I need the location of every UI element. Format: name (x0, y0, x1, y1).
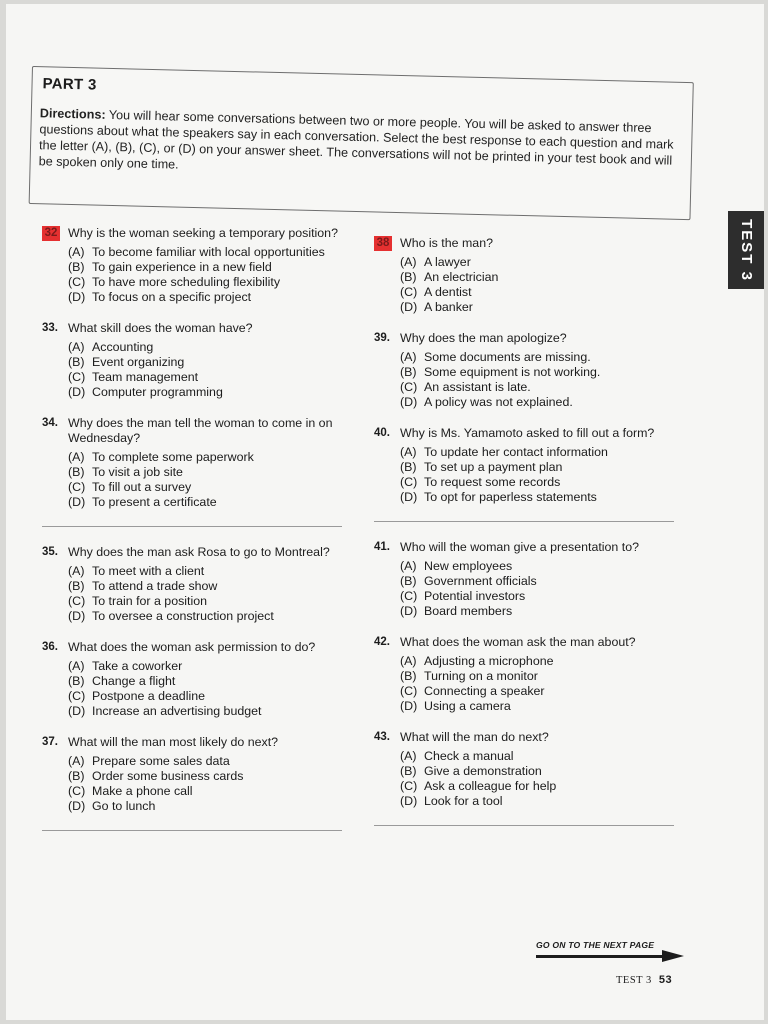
answer-option (68, 495, 342, 510)
question-stem (374, 426, 674, 441)
option-text: Potential investors (424, 589, 526, 603)
option-letter: (D) (400, 699, 418, 713)
option-letter: (B) (68, 674, 85, 688)
answer-option (68, 609, 342, 624)
answer-option (400, 669, 674, 684)
answer-option (400, 270, 674, 285)
answer-option (68, 784, 342, 799)
question-text: Who is the man? (400, 236, 493, 250)
option-text: Board members (424, 604, 513, 618)
answer-option (68, 769, 342, 784)
question-text: What will the man most likely do next? (68, 735, 279, 749)
option-letter: (B) (400, 764, 417, 778)
answer-option (68, 480, 342, 495)
answer-option (400, 779, 674, 794)
answer-option (400, 445, 674, 460)
question-stem (42, 321, 342, 336)
next-page-arrow (536, 955, 666, 958)
option-text: To train for a position (92, 594, 208, 608)
option-letter: (B) (400, 365, 417, 379)
option-text: Some equipment is not working. (424, 365, 601, 379)
answer-option (400, 255, 674, 270)
option-letter: (B) (400, 270, 417, 284)
left-question-column (42, 226, 342, 849)
option-text: To become familiar with local opportunities (92, 245, 325, 259)
answer-option (400, 589, 674, 604)
option-letter: (B) (68, 465, 85, 479)
answer-option (68, 290, 342, 305)
answer-options (400, 255, 674, 315)
option-letter: (D) (68, 495, 86, 509)
option-letter: (C) (68, 275, 86, 289)
question-text: Why does the man apologize? (400, 331, 567, 345)
option-letter: (C) (68, 784, 86, 798)
answer-option (400, 699, 674, 714)
question-number: 41. (374, 541, 390, 553)
option-text: Go to lunch (92, 799, 156, 813)
answer-option (68, 659, 342, 674)
option-text: Accounting (92, 340, 154, 354)
question-item (42, 545, 342, 624)
option-letter: (A) (68, 450, 85, 464)
option-letter: (A) (400, 559, 417, 573)
option-text: Ask a colleague for help (424, 779, 557, 793)
option-letter: (B) (68, 579, 85, 593)
option-text: Make a phone call (92, 784, 193, 798)
question-number: 34. (42, 417, 58, 429)
question-item (374, 730, 674, 809)
directions-box (29, 66, 694, 220)
option-letter: (A) (400, 749, 417, 763)
option-letter: (C) (400, 380, 418, 394)
option-text: To complete some paperwork (92, 450, 254, 464)
option-text: A dentist (424, 285, 472, 299)
option-text: Postpone a deadline (92, 689, 205, 703)
option-text: Check a manual (424, 749, 514, 763)
option-text: Turning on a monitor (424, 669, 538, 683)
question-stem (42, 226, 342, 241)
right-question-column (374, 236, 674, 844)
question-item (42, 321, 342, 400)
question-number: 33. (42, 322, 58, 334)
question-item (374, 331, 674, 410)
answer-option (68, 674, 342, 689)
answer-options (400, 559, 674, 619)
question-number: 36. (42, 641, 58, 653)
option-letter: (D) (400, 490, 418, 504)
directions-text: You will hear some conversations between two or more people. You will be asked to answer three questions about what the speakers say in each conversation. Select the best response to each question and mark the letter (A), (B), (C), or (D) on your answer sheet. The conversations will not be printed in your test book and will be spoken only one time. (38, 107, 674, 172)
option-text: To opt for paperless statements (424, 490, 597, 504)
option-text: Computer programming (92, 385, 223, 399)
answer-options (68, 245, 342, 305)
question-text: Who will the woman give a presentation to? (400, 540, 639, 554)
question-stem (42, 416, 342, 446)
answer-option (68, 564, 342, 579)
question-text: Why is Ms. Yamamoto asked to fill out a form? (400, 426, 655, 440)
directions-paragraph (38, 105, 679, 185)
question-stem (374, 540, 674, 555)
option-text: To request some records (424, 475, 561, 489)
option-text: To oversee a construction project (92, 609, 274, 623)
answer-option (400, 654, 674, 669)
option-text: An electrician (424, 270, 499, 284)
test-book-page (6, 4, 764, 1020)
question-text: Why does the man tell the woman to come in on Wednesday? (68, 416, 333, 445)
option-text: To fill out a survey (92, 480, 192, 494)
option-letter: (C) (68, 594, 86, 608)
answer-option (400, 604, 674, 619)
option-text: To have more scheduling flexibility (92, 275, 281, 289)
directions-label: Directions: (39, 106, 106, 122)
section-divider (374, 825, 674, 826)
option-letter: (A) (68, 564, 85, 578)
answer-options (68, 340, 342, 400)
question-text: What will the man do next? (400, 730, 549, 744)
answer-option (68, 385, 342, 400)
answer-option (68, 260, 342, 275)
next-page-instruction: GO ON TO THE NEXT PAGE (536, 940, 655, 950)
answer-option (68, 799, 342, 814)
answer-option (400, 460, 674, 475)
option-letter: (A) (400, 255, 417, 269)
option-text: Increase an advertising budget (92, 704, 262, 718)
answer-option (400, 380, 674, 395)
option-text: Event organizing (92, 355, 185, 369)
answer-options (400, 445, 674, 505)
option-letter: (D) (400, 794, 418, 808)
option-text: An assistant is late. (424, 380, 531, 394)
option-letter: (B) (400, 669, 417, 683)
question-item (374, 236, 674, 315)
option-text: Using a camera (424, 699, 511, 713)
answer-option (400, 794, 674, 809)
question-text: What skill does the woman have? (68, 321, 253, 335)
option-letter: (A) (68, 754, 85, 768)
option-letter: (C) (68, 480, 86, 494)
question-number: 39. (374, 332, 390, 344)
option-text: To meet with a client (92, 564, 205, 578)
question-stem (374, 331, 674, 346)
option-letter: (A) (68, 245, 85, 259)
section-divider (374, 521, 674, 522)
option-text: Give a demonstration (424, 764, 542, 778)
option-letter: (B) (400, 574, 417, 588)
option-text: To visit a job site (92, 465, 183, 479)
section-divider (42, 830, 342, 831)
question-text: What does the woman ask the man about? (400, 635, 636, 649)
answer-options (400, 749, 674, 809)
answer-option (400, 395, 674, 410)
answer-option (400, 300, 674, 315)
question-item (42, 640, 342, 719)
option-letter: (B) (400, 460, 417, 474)
answer-option (68, 355, 342, 370)
answer-options (400, 350, 674, 410)
option-letter: (C) (400, 684, 418, 698)
option-text: A lawyer (424, 255, 471, 269)
arrow-right-icon (662, 950, 684, 962)
option-text: A banker (424, 300, 473, 314)
option-letter: (A) (400, 445, 417, 459)
option-text: Change a flight (92, 674, 176, 688)
option-letter: (C) (400, 589, 418, 603)
answer-option (400, 684, 674, 699)
question-number: 38 (374, 236, 392, 251)
answer-option (68, 245, 342, 260)
answer-options (68, 754, 342, 814)
answer-option (68, 579, 342, 594)
option-text: To set up a payment plan (424, 460, 563, 474)
option-text: To focus on a specific project (92, 290, 252, 304)
answer-option (400, 749, 674, 764)
option-letter: (D) (400, 395, 418, 409)
option-text: Adjusting a microphone (424, 654, 554, 668)
option-letter: (C) (400, 779, 418, 793)
option-letter: (D) (400, 300, 418, 314)
answer-option (68, 370, 342, 385)
option-letter: (B) (68, 260, 85, 274)
option-letter: (D) (68, 609, 86, 623)
question-stem (374, 730, 674, 745)
answer-option (400, 285, 674, 300)
option-text: To present a certificate (92, 495, 217, 509)
question-number: 35. (42, 546, 58, 558)
question-item (374, 635, 674, 714)
question-stem (374, 635, 674, 650)
option-letter: (D) (400, 604, 418, 618)
answer-option (400, 490, 674, 505)
option-letter: (B) (68, 769, 85, 783)
option-letter: (D) (68, 704, 86, 718)
question-text: Why is the woman seeking a temporary position? (68, 226, 338, 240)
answer-option (68, 594, 342, 609)
option-text: To update her contact information (424, 445, 608, 459)
question-number: 43. (374, 731, 390, 743)
option-letter: (C) (68, 689, 86, 703)
question-number: 40. (374, 427, 390, 439)
answer-option (68, 704, 342, 719)
answer-option (400, 764, 674, 779)
option-text: To attend a trade show (92, 579, 218, 593)
test-side-tab (728, 211, 764, 289)
test-side-tab-label: TEST 3 (737, 218, 755, 282)
question-stem (42, 545, 342, 560)
question-stem (42, 735, 342, 750)
option-letter: (D) (68, 385, 86, 399)
answer-options (68, 564, 342, 624)
option-text: Order some business cards (92, 769, 244, 783)
answer-option (400, 475, 674, 490)
option-letter: (B) (68, 355, 85, 369)
option-text: Take a coworker (92, 659, 183, 673)
answer-option (68, 340, 342, 355)
page-footer (616, 974, 672, 986)
question-item (374, 426, 674, 505)
option-text: New employees (424, 559, 513, 573)
option-letter: (C) (68, 370, 86, 384)
question-number: 32 (42, 226, 60, 241)
question-stem (42, 640, 342, 655)
answer-option (68, 689, 342, 704)
option-text: Connecting a speaker (424, 684, 545, 698)
part-title: PART 3 (42, 75, 97, 94)
answer-option (400, 574, 674, 589)
option-text: Some documents are missing. (424, 350, 591, 364)
option-letter: (D) (68, 290, 86, 304)
option-letter: (A) (68, 659, 85, 673)
option-text: Prepare some sales data (92, 754, 230, 768)
answer-options (400, 654, 674, 714)
section-divider (42, 526, 342, 527)
question-text: Why does the man ask Rosa to go to Montreal? (68, 545, 330, 559)
answer-option (68, 275, 342, 290)
question-text: What does the woman ask permission to do? (68, 640, 316, 654)
option-text: A policy was not explained. (424, 395, 573, 409)
question-item (42, 226, 342, 305)
answer-option (400, 365, 674, 380)
option-letter: (C) (400, 285, 418, 299)
option-letter: (A) (400, 654, 417, 668)
option-text: Look for a tool (424, 794, 503, 808)
answer-option (400, 559, 674, 574)
question-item (42, 416, 342, 510)
option-letter: (A) (400, 350, 417, 364)
question-stem (374, 236, 674, 251)
footer-test-label: TEST 3 (616, 975, 652, 986)
answer-options (68, 659, 342, 719)
answer-options (68, 450, 342, 510)
question-item (374, 540, 674, 619)
answer-option (400, 350, 674, 365)
option-text: Government officials (424, 574, 537, 588)
option-text: To gain experience in a new field (92, 260, 272, 274)
option-letter: (C) (400, 475, 418, 489)
option-letter: (A) (68, 340, 85, 354)
answer-option (68, 465, 342, 480)
option-letter: (D) (68, 799, 86, 813)
question-number: 42. (374, 636, 390, 648)
question-number: 37. (42, 736, 58, 748)
answer-option (68, 450, 342, 465)
answer-option (68, 754, 342, 769)
question-item (42, 735, 342, 814)
page-number: 53 (658, 974, 673, 986)
option-text: Team management (92, 370, 199, 384)
